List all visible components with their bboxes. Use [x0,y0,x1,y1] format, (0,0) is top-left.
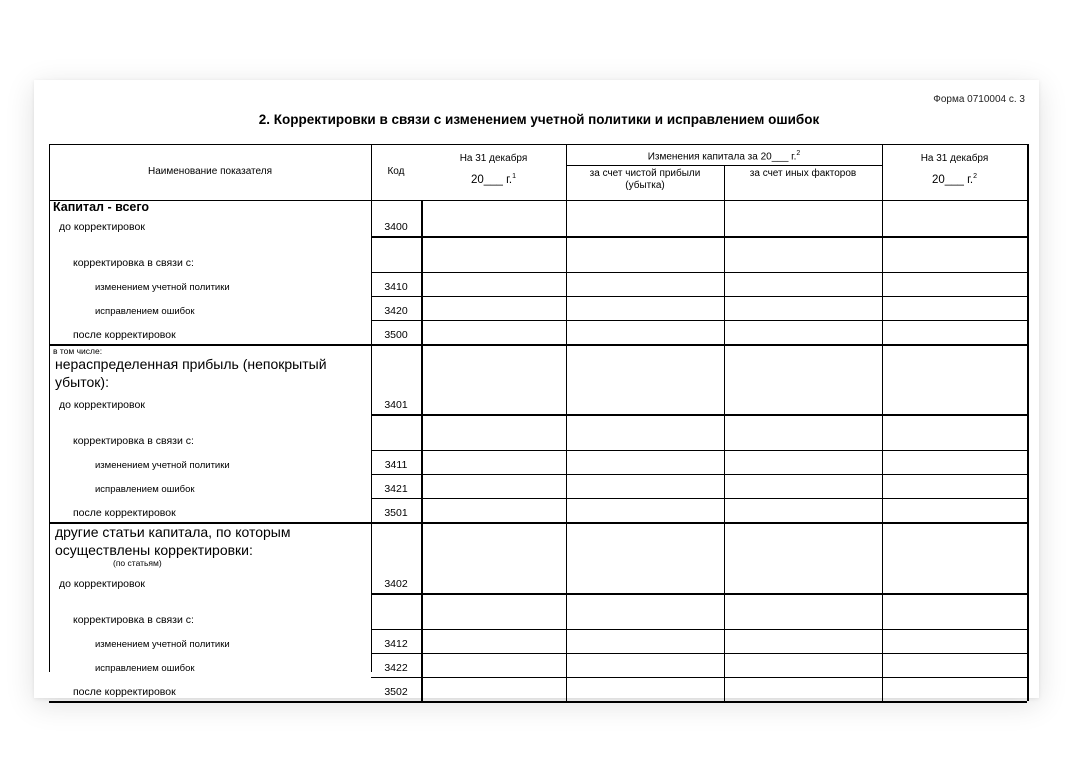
form-page [34,80,1039,698]
value-cell[interactable] [883,475,1026,497]
row-label: исправлением ошибок [95,306,195,317]
value-cell[interactable] [883,499,1026,521]
row-label: до корректировок [59,399,145,411]
value-cell[interactable] [883,297,1026,319]
value-cell[interactable] [422,415,565,449]
value-cell[interactable] [567,321,723,343]
row-label: корректировка в связи с: [73,614,194,626]
grid-line [1027,144,1029,701]
value-cell[interactable] [567,594,723,628]
value-cell[interactable] [567,451,723,473]
value-cell[interactable] [883,237,1026,271]
row-code: 3402 [384,578,408,590]
value-cell[interactable] [883,201,1026,235]
grid-line [882,144,883,701]
header-changes: Изменения капитала за 20___ г.$^2$ [647,150,801,163]
table-body [49,144,1029,698]
value-cell[interactable] [567,523,723,592]
row-code: 3501 [384,507,408,519]
value-cell[interactable] [422,451,565,473]
value-cell[interactable] [883,321,1026,343]
value-cell[interactable] [883,630,1026,652]
value-cell[interactable] [725,297,881,319]
header-code: Код [387,166,405,177]
value-cell[interactable] [567,345,723,413]
section-title: 2. Корректировки в связи с изменением учетной политики и исправлением ошибок [258,112,820,127]
grid-line [421,200,423,701]
section-heading: убыток): [55,374,109,390]
row-code: 3421 [384,483,408,495]
value-cell[interactable] [567,201,723,235]
value-cell[interactable] [725,415,881,449]
row-code: 3500 [384,329,408,341]
value-cell[interactable] [567,630,723,652]
value-cell[interactable] [567,273,723,295]
form-id: Форма 0710004 с. 3 [933,94,1025,105]
row-code: 3411 [384,459,408,471]
value-cell[interactable] [422,297,565,319]
row-code: 3422 [384,662,408,674]
value-cell[interactable] [883,273,1026,295]
value-cell[interactable] [422,594,565,628]
row-label: корректировка в связи с: [73,435,194,447]
row-code: 3412 [384,638,408,650]
value-cell[interactable] [567,678,723,700]
header-date-start: На 31 декабря 20___ г.$^1$ [459,153,528,186]
value-cell[interactable] [422,345,565,413]
value-cell[interactable] [567,415,723,449]
value-cell[interactable] [725,237,881,271]
value-cell[interactable] [883,678,1026,700]
section-note: (по статьям) [113,558,162,568]
header-other-factors: за счет иных факторов [749,168,857,179]
header-net-profit: за счет чистой прибыли (убытка) [589,168,701,191]
section-heading: осуществлены корректировки: [55,542,253,558]
value-cell[interactable] [883,594,1026,628]
value-cell[interactable] [567,297,723,319]
value-cell[interactable] [422,475,565,497]
row-code: 3420 [384,305,408,317]
value-cell[interactable] [422,678,565,700]
header-name: Наименование показателя [148,166,272,177]
value-cell[interactable] [725,475,881,497]
grid-line [724,165,725,701]
value-cell[interactable] [725,321,881,343]
value-cell[interactable] [725,654,881,676]
corrections-table [49,144,1029,698]
value-cell[interactable] [725,499,881,521]
value-cell[interactable] [567,237,723,271]
value-cell[interactable] [725,345,881,413]
row-label: изменением учетной политики [95,282,230,293]
row-code: 3410 [384,281,408,293]
value-cell[interactable] [422,654,565,676]
value-cell[interactable] [725,594,881,628]
value-cell[interactable] [422,321,565,343]
value-cell[interactable] [567,499,723,521]
grid-line [566,144,567,701]
grid-line [49,701,1027,703]
section-note: в том числе: [53,346,103,356]
row-label: до корректировок [59,221,145,233]
value-cell[interactable] [883,523,1026,592]
value-cell[interactable] [422,630,565,652]
header-date-end: На 31 декабря 20___ г.$^2$ [920,153,989,186]
value-cell[interactable] [725,201,881,235]
row-label: после корректировок [73,686,176,698]
value-cell[interactable] [725,630,881,652]
row-label: исправлением ошибок [95,663,195,674]
value-cell[interactable] [422,523,565,592]
row-label: после корректировок [73,329,176,341]
value-cell[interactable] [725,273,881,295]
section-heading: Капитал - всего [53,200,150,214]
row-label: изменением учетной политики [95,639,230,650]
value-cell[interactable] [422,237,565,271]
value-cell[interactable] [883,345,1026,413]
row-label: до корректировок [59,578,145,590]
value-cell[interactable] [883,451,1026,473]
section-heading: другие статьи капитала, по которым [55,524,291,540]
row-code: 3502 [384,686,408,698]
row-code: 3401 [384,399,408,411]
row-label: после корректировок [73,507,176,519]
row-label: изменением учетной политики [95,460,230,471]
value-cell[interactable] [725,678,881,700]
value-cell[interactable] [725,451,881,473]
value-cell[interactable] [725,523,881,592]
row-label: корректировка в связи с: [73,257,194,269]
value-cell[interactable] [567,475,723,497]
value-cell[interactable] [422,201,565,235]
row-code: 3400 [384,221,408,233]
value-cell[interactable] [883,654,1026,676]
value-cell[interactable] [422,273,565,295]
row-label: исправлением ошибок [95,484,195,495]
value-cell[interactable] [422,499,565,521]
value-cell[interactable] [567,654,723,676]
section-heading: нераспределенная прибыль (непокрытый [55,356,327,372]
value-cell[interactable] [883,415,1026,449]
